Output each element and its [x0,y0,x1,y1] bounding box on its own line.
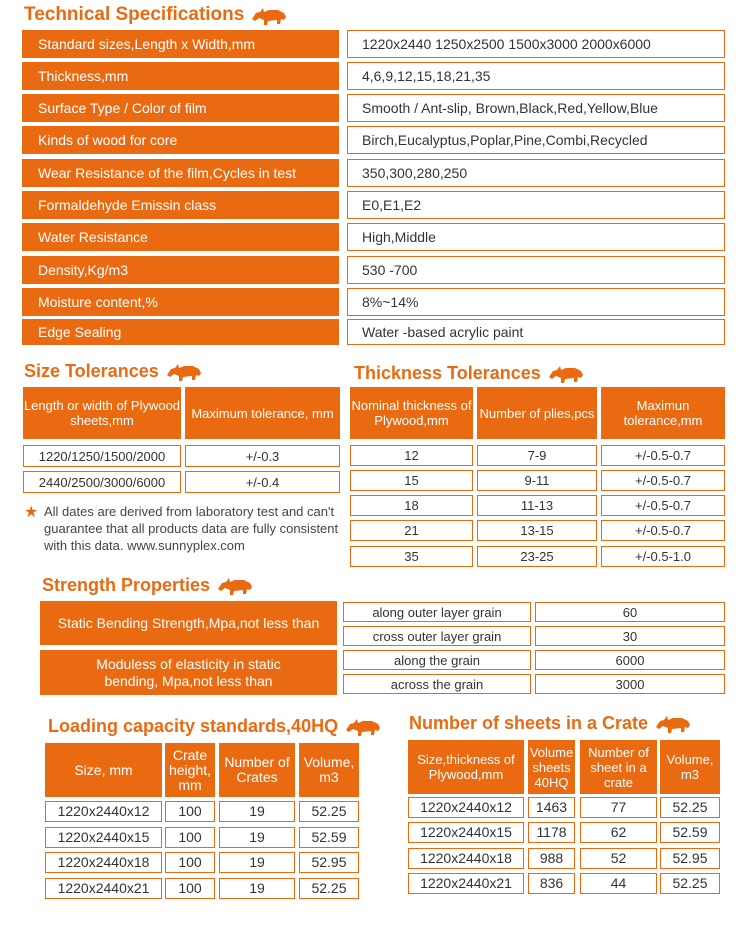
thick-tol-header: Nominal thickness of Plywood,mm [350,387,473,439]
thick-tol-cell: 9-11 [477,470,597,491]
strength-title-row [42,574,254,596]
loading-cell: 52.25 [299,801,359,822]
thick-tol-cell: 11-13 [477,495,597,516]
tech-spec-title: Technical Specifications [24,4,245,25]
size-tol-header-length: Length or width of Plywood sheets,mm [23,387,181,439]
thick-tol-cell: 15 [350,470,473,491]
loading-cell: 52.95 [299,852,359,873]
spec-label: Standard sizes,Length x Width,mm [22,30,339,58]
loading-header: Number of Crates [219,743,295,797]
crate-title-row [409,712,692,734]
size-tol-note: All dates are derived from laboratory test and can't guarantee that all products data are fully consistent with this data. www.sunnyplex.com [44,504,339,553]
size-tol-header-tolerance: Maximum tolerance, mm [185,387,340,439]
loading-cell: 19 [219,827,295,848]
loading-cell: 100 [165,827,215,848]
thick-tol-cell: 7-9 [477,445,597,466]
crate-title: Number of sheets in a Crate [409,712,649,733]
strength-row-label: along the grain [343,650,531,670]
crate-cell: 62 [580,822,657,843]
size-tol-cell: +/-0.3 [185,445,340,467]
spec-label: Moisture content,% [22,288,339,316]
thick-tol-cell: 18 [350,495,473,516]
spec-value: 8%~14% [347,288,725,316]
crate-cell: 1220x2440x12 [408,797,524,818]
spec-value: E0,E1,E2 [347,191,725,219]
strength-row-value: 60 [535,602,725,622]
rhino-icon [250,4,288,26]
spec-label: Density,Kg/m3 [22,256,339,284]
spec-label: Kinds of wood for core [22,126,339,154]
rhino-icon [165,360,203,382]
crate-cell: 1220x2440x21 [408,873,524,894]
spec-label: Wear Resistance of the film,Cycles in test [22,159,339,187]
loading-cell: 52.25 [299,878,359,899]
thick-tol-cell: +/-0.5-0.7 [601,495,725,516]
size-tol-title-row [24,360,203,382]
loading-cell: 19 [219,801,295,822]
strength-row-value: 3000 [535,674,725,694]
loading-cell: 1220x2440x15 [45,827,162,848]
crate-cell: 1220x2440x15 [408,822,524,843]
crate-cell: 44 [580,873,657,894]
loading-cell: 100 [165,878,215,899]
thick-tol-title: Thickness Tolerances [354,362,541,383]
spec-value: Birch,Eucalyptus,Poplar,Pine,Combi,Recycled [347,126,725,154]
size-tol-cell: 2440/2500/3000/6000 [23,471,181,493]
crate-header: Volume sheets 40HQ [528,740,575,794]
spec-label: Thickness,mm [22,62,339,90]
loading-cell: 100 [165,852,215,873]
crate-cell: 52.95 [660,848,720,869]
strength-group-label: Moduless of elasticity in static bending, Mpa,not less than [40,650,337,695]
loading-cell: 52.59 [299,827,359,848]
loading-title-row [48,715,382,737]
spec-value: 4,6,9,12,15,18,21,35 [347,62,725,90]
loading-cell: 1220x2440x21 [45,878,162,899]
spec-value: High,Middle [347,223,725,251]
tech-spec-title-row [24,4,288,26]
size-tol-title: Size Tolerances [24,360,159,381]
spec-label: Surface Type / Color of film [22,94,339,122]
thick-tol-cell: +/-0.5-0.7 [601,520,725,541]
thick-tol-header: Maximun tolerance,mm [601,387,725,439]
loading-cell: 1220x2440x12 [45,801,162,822]
crate-header: Volume, m3 [660,740,720,794]
strength-group-label: Static Bending Strength,Mpa,not less than [40,601,337,645]
rhino-icon [547,362,585,384]
loading-title: Loading capacity standards,40HQ [48,715,339,736]
size-tol-cell: 1220/1250/1500/2000 [23,445,181,467]
loading-header: Size, mm [45,743,162,797]
thick-tol-cell: +/-0.5-0.7 [601,470,725,491]
crate-cell: 1178 [528,822,575,843]
spec-value: Water -based acrylic paint [347,319,725,345]
loading-cell: 19 [219,852,295,873]
crate-cell: 52.25 [660,873,720,894]
thick-tol-cell: 13-15 [477,520,597,541]
thick-tol-cell: 35 [350,546,473,567]
rhino-icon [344,715,382,737]
strength-row-label: cross outer layer grain [343,626,531,646]
thick-tol-cell: 23-25 [477,546,597,567]
crate-cell: 52.25 [660,797,720,818]
thick-tol-title-row [354,362,585,384]
loading-cell: 1220x2440x18 [45,852,162,873]
loading-header: Volume, m3 [299,743,359,797]
thick-tol-cell: +/-0.5-1.0 [601,546,725,567]
star-icon: ★ [24,504,39,521]
crate-cell: 52 [580,848,657,869]
spec-value: 1220x2440 1250x2500 1500x3000 2000x6000 [347,30,725,58]
size-tol-cell: +/-0.4 [185,471,340,493]
crate-cell: 836 [528,873,575,894]
strength-title: Strength Properties [42,574,211,595]
crate-cell: 52.59 [660,822,720,843]
crate-header: Size,thickness of Plywood,mm [408,740,524,794]
crate-cell: 988 [528,848,575,869]
strength-row-label: across the grain [343,674,531,694]
crate-cell: 77 [580,797,657,818]
spec-value: 350,300,280,250 [347,159,725,187]
loading-cell: 19 [219,878,295,899]
thick-tol-cell: 12 [350,445,473,466]
spec-label: Formaldehyde Emissin class [22,191,339,219]
spec-label: Edge Sealing [22,319,339,345]
crate-header: Number of sheet in a crate [580,740,657,794]
thick-tol-cell: +/-0.5-0.7 [601,445,725,466]
spec-value: Smooth / Ant-slip, Brown,Black,Red,Yellow,Blue [347,94,725,122]
crate-cell: 1220x2440x18 [408,848,524,869]
strength-row-label: along outer layer grain [343,602,531,622]
rhino-icon [216,574,254,596]
loading-cell: 100 [165,801,215,822]
rhino-icon [654,712,692,734]
spec-label: Water Resistance [22,223,339,251]
crate-cell: 1463 [528,797,575,818]
strength-row-value: 6000 [535,650,725,670]
strength-row-value: 30 [535,626,725,646]
loading-header: Crate height, mm [165,743,215,797]
thick-tol-cell: 21 [350,520,473,541]
thick-tol-header: Number of plies,pcs [477,387,597,439]
spec-value: 530 -700 [347,256,725,284]
